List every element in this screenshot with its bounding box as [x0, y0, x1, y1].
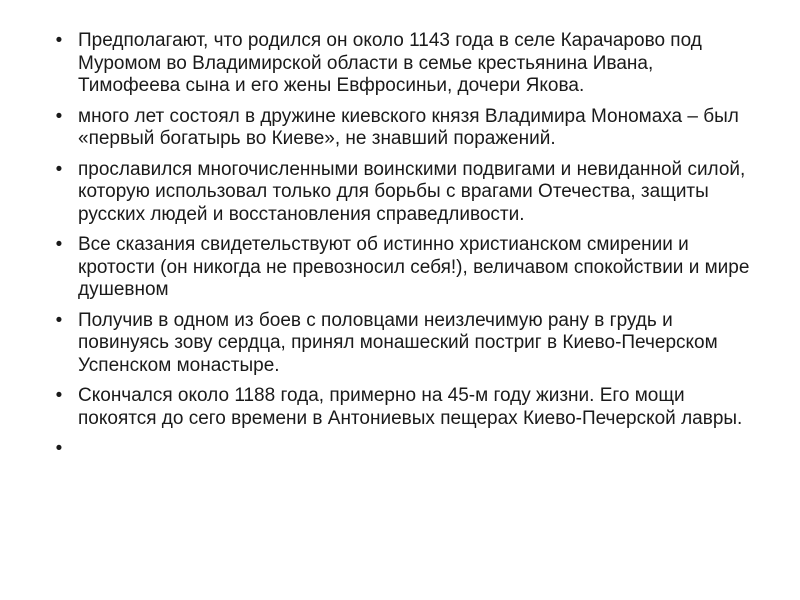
bullet-icon: •: [55, 438, 63, 459]
list-item: [52, 234, 752, 302]
bullet-text: Предполагают, что родился он около 1143 года в селе Карачарово под Муромом во Владимирской области в семье крестьянина Ивана, Тимофеева сына и его жены Евфросиньи, дочери Якова.: [78, 30, 702, 96]
bullet-icon: •: [55, 385, 63, 406]
bullet-text: Получив в одном из боев с половцами неизлечимую рану в грудь и повинуясь зову сердца, принял монашеский постриг в Киево-Печерском Успенском монастыре.: [78, 309, 718, 376]
list-item: [52, 159, 752, 227]
bullet-icon: •: [55, 234, 63, 255]
bullet-text: Все сказания свидетельствуют об истинно христианском смирении и кротости (он никогда не превозносил себя!), величавом спокойствии и мире душевном: [78, 234, 750, 300]
bullet-text: много лет состоял в дружине киевского князя Владимира Мономаха – был «первый богатырь во Киеве», не знавший поражений.: [78, 105, 739, 149]
list-item-empty: [52, 438, 752, 460]
bullet-list: [52, 30, 752, 468]
bullet-icon: •: [55, 30, 63, 51]
bullet-icon: •: [55, 309, 63, 331]
bullet-icon: •: [55, 158, 63, 180]
list-item: [52, 30, 752, 98]
bullet-icon: •: [55, 105, 63, 127]
list-item: [52, 385, 752, 430]
bullet-text: Скончался около 1188 года, примерно на 45-м году жизни. Его мощи покоятся до сего времени в Антониевых пещерах Киево-Печерской лавры.: [78, 385, 743, 429]
bullet-text: прославился многочисленными воинскими подвигами и невиданной силой, которую использовал только для борьбы с врагами Отечества, защиты русских людей и восстановления справедливости.: [78, 158, 746, 225]
list-item: [52, 310, 752, 378]
list-item: [52, 106, 752, 151]
